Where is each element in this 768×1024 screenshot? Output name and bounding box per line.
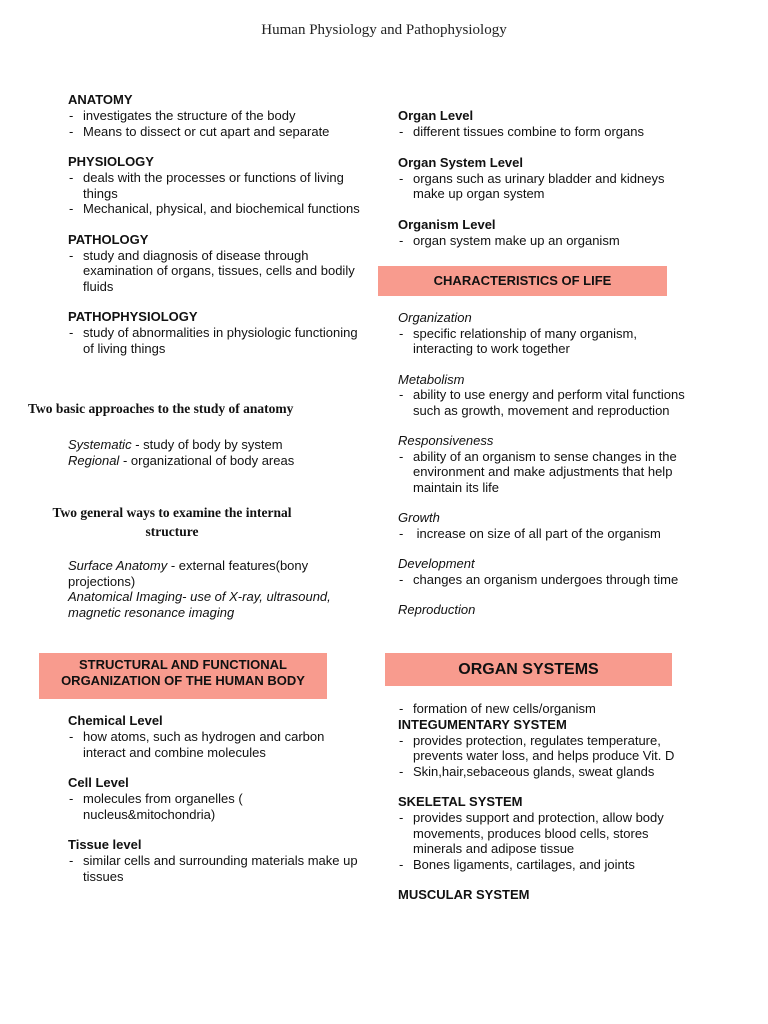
characteristics-list [398,310,698,618]
organ-level-heading: Organ Level [398,108,474,123]
skeletal-heading: SKELETAL SYSTEM [398,794,523,809]
muscular-heading: MUSCULAR SYSTEM [398,887,530,902]
structural-organization-banner [39,653,327,699]
characteristics-of-life-banner-text: CHARACTERISTICS OF LIFE [433,273,612,288]
physiology-item: - deals with the processes or functions of living things [68,170,368,201]
responsiveness-item: - ability of an organism to sense changes in the environment and make adjustments that help maintain its life [398,449,713,496]
pathophysiology-section [68,309,368,356]
metabolism-heading: Metabolism [398,371,465,387]
integumentary-item: - Skin,hair,sebaceous glands, sweat glands [398,764,698,780]
pathology-item: - study and diagnosis of disease through examination of organs, tissues, cells and bodily fluids [68,248,368,295]
ways-heading: Two general ways to examine the internal structure [52,505,292,539]
organ-systems-banner [385,653,672,686]
cell-level-heading: Cell Level [68,775,129,790]
document-title: Human Physiology and Pathophysiology [261,22,507,38]
structural-organization-banner-text: STRUCTURAL AND FUNCTIONAL ORGANIZATION OF THE HUMAN BODY [61,657,305,688]
characteristics-of-life-banner [378,266,667,296]
right-column-top [398,108,698,263]
anatomy-item: - investigates the structure of the body [68,108,368,124]
cell-level-section [68,775,368,822]
skeletal-item: - Bones ligaments, cartilages, and joints [398,857,698,873]
organ-system-level-item: - organs such as urinary bladder and kidneys make up organ system [398,171,698,202]
regional-term: Regional [68,453,120,468]
development-item: - changes an organism undergoes through time [398,572,698,588]
regional-definition: - organizational of body areas [119,453,295,468]
anatomy-heading: ANATOMY [68,92,133,107]
surface-anatomy-definition: - external features(bony projections) [68,558,309,589]
growth-section [398,510,698,541]
surface-anatomy-line [68,558,358,589]
physiology-heading: PHYSIOLOGY [68,154,154,169]
systematic-term: Systematic [68,437,132,452]
chemical-level-section [68,713,368,760]
integumentary-heading: INTEGUMENTARY SYSTEM [398,716,567,732]
responsiveness-heading: Responsiveness [398,433,494,448]
organ-system-level-heading: Organ System Level [398,154,523,170]
left-column-top [68,92,368,371]
tissue-level-heading: Tissue level [68,837,142,852]
pathophysiology-heading: PATHOPHYSIOLOGY [68,309,198,324]
anatomical-imaging-line: Anatomical Imaging- use of X-ray, ultrasound, magnetic resonance imaging [68,589,331,620]
organism-level-heading: Organism Level [398,216,496,232]
organism-level-section [398,217,698,249]
integumentary-section [398,717,698,780]
responsiveness-section [398,433,698,495]
physiology-item: - Mechanical, physical, and biochemical functions [68,201,368,217]
metabolism-section [398,372,698,419]
chemical-level-item: - how atoms, such as hydrogen and carbon interact and combine molecules [68,729,368,760]
organization-item: - specific relationship of many organism, interacting to work together [398,326,678,357]
reproduction-item: - formation of new cells/organism [398,701,698,717]
organ-level-item: - different tissues combine to form organs [398,124,698,140]
growth-heading: Growth [398,510,440,525]
organ-level-section [398,108,698,140]
development-heading: Development [398,556,475,571]
chemical-level-heading: Chemical Level [68,713,163,728]
integumentary-item: - provides protection, regulates temperature, prevents water loss, and helps produce Vit. D [398,733,698,764]
pathology-section [68,232,368,295]
left-column-bottom [68,713,368,899]
approaches-heading: Two basic approaches to the study of anatomy [28,401,294,416]
metabolism-item: - ability to use energy and perform vital functions such as growth, movement and reproduction [398,387,688,418]
organization-heading: Organization [398,310,472,325]
tissue-level-section [68,837,368,884]
organization-section [398,310,698,357]
anatomy-section [68,92,368,139]
organ-systems-list [398,701,698,903]
pathophysiology-item: - study of abnormalities in physiologic functioning of living things [68,325,368,356]
organ-system-level-section [398,155,698,202]
systematic-definition: - study of body by system [131,437,283,452]
anatomy-item: - Means to dissect or cut apart and separate [68,124,368,140]
organ-systems-banner-text: ORGAN SYSTEMS [458,661,599,678]
physiology-section [68,154,368,217]
skeletal-section [398,794,698,872]
development-section [398,556,698,587]
cell-level-item: - molecules from organelles ( nucleus&mitochondria) [68,791,273,822]
growth-item: - increase on size of all part of the organism [398,526,698,542]
organism-level-item: - organ system make up an organism [398,233,698,249]
skeletal-item: - provides support and protection, allow body movements, produces blood cells, stores minerals and adipose tissue [398,810,698,857]
pathology-heading: PATHOLOGY [68,231,149,247]
regional-line [68,453,368,469]
surface-anatomy-term: Surface Anatomy [68,558,168,573]
reproduction-heading: Reproduction [398,602,476,617]
tissue-level-item: - similar cells and surrounding materials make up tissues [68,853,368,884]
systematic-line [68,437,368,453]
